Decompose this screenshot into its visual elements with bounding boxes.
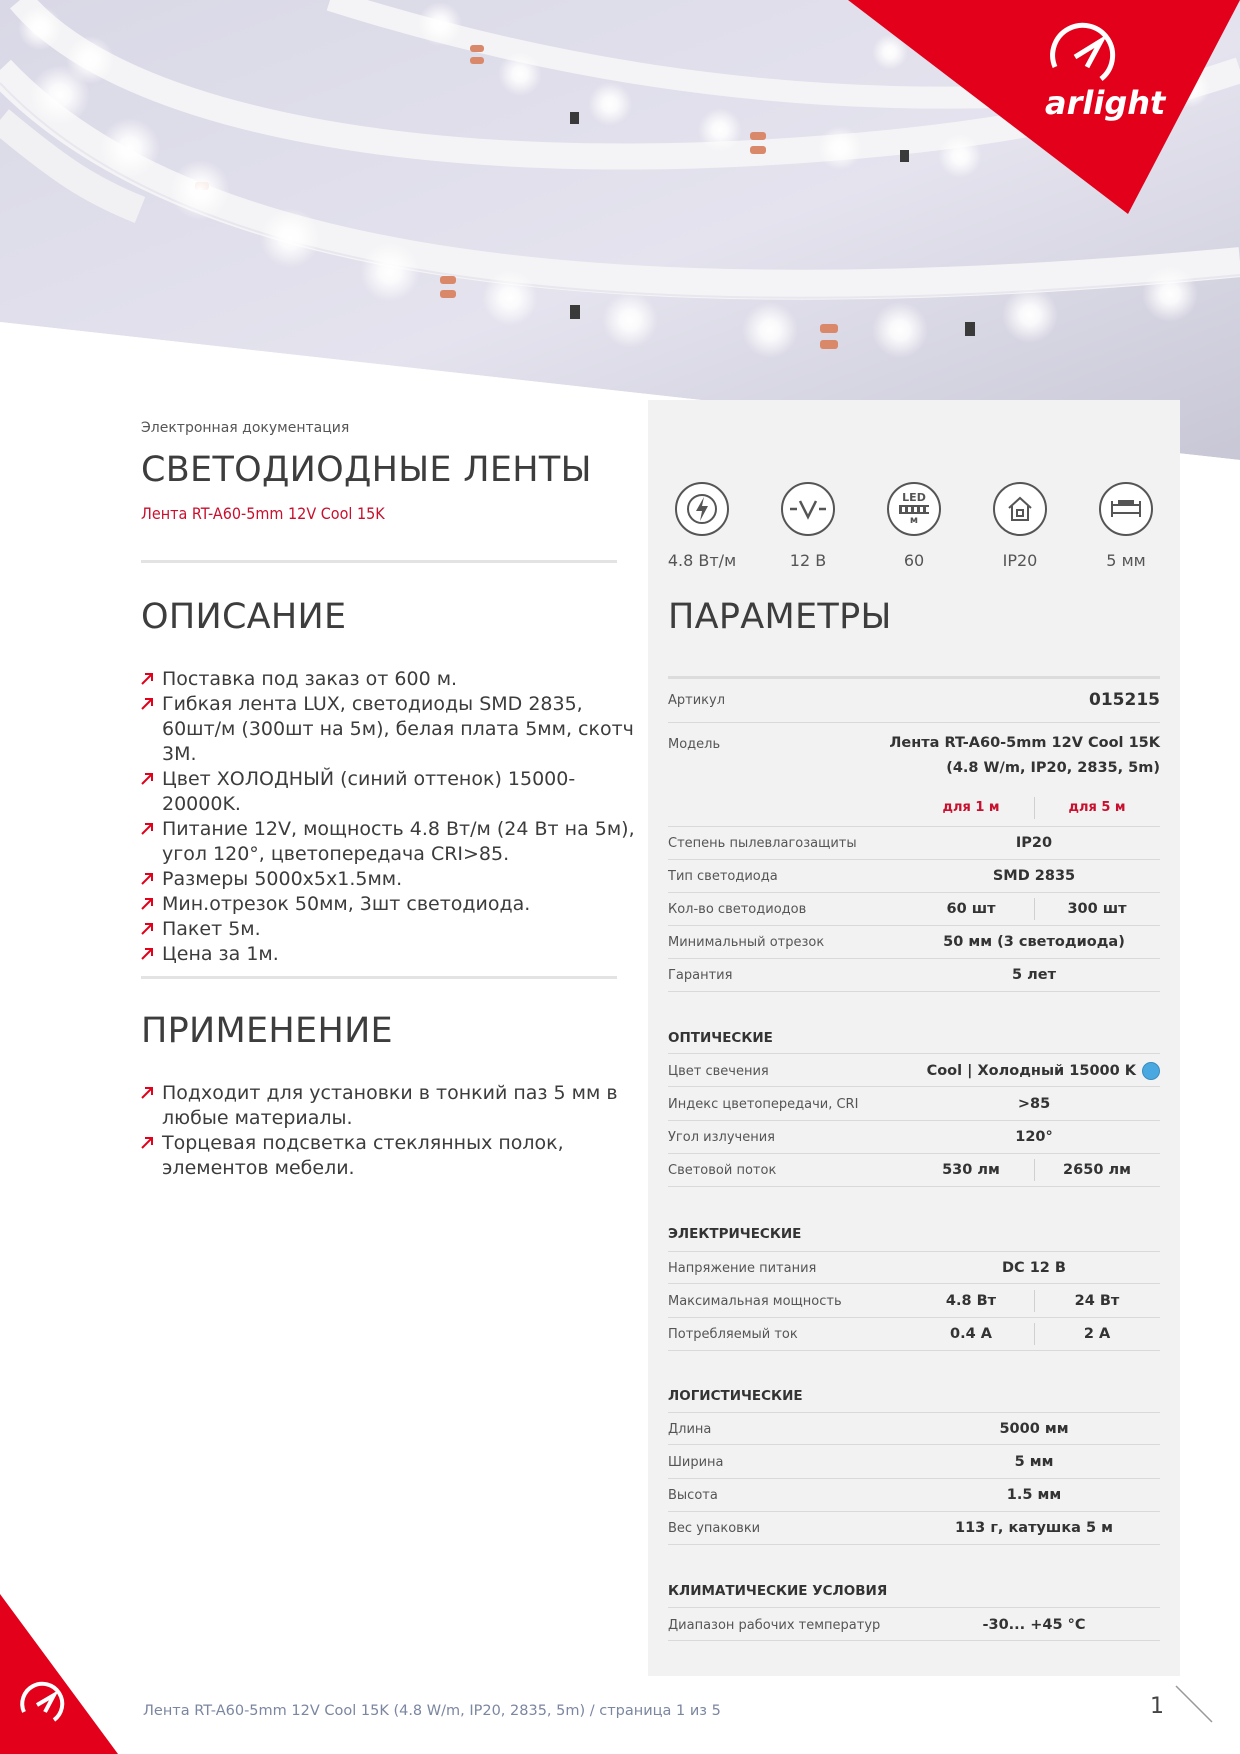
row-value: 5000 мм (999, 1421, 1069, 1437)
led-dots (899, 505, 929, 514)
table-row (668, 1154, 1160, 1187)
model-value-line2: (4.8 W/m, IP20, 2835, 5m) (946, 760, 1160, 776)
row-label: Степень пылевлагозащиты (668, 836, 857, 851)
brand-name: arlight (1045, 84, 1166, 122)
row-label: Угол излучения (668, 1130, 775, 1145)
list-item (141, 892, 641, 917)
article-value: 015215 (1089, 690, 1160, 710)
arrow-bullet-icon (141, 1137, 153, 1149)
application-title: ПРИМЕНЕНИЕ (141, 1011, 393, 1051)
power-icon (675, 482, 729, 536)
param-ip (970, 482, 1070, 570)
row-value: >85 (1017, 1096, 1051, 1112)
row-label: Диапазон рабочих температур (668, 1618, 881, 1633)
row-label: Индекс цветопередачи, CRI (668, 1097, 859, 1112)
arrow-bullet-icon (141, 1087, 153, 1099)
description-title: ОПИСАНИЕ (141, 597, 347, 637)
voltage-icon (781, 482, 835, 536)
table-row (668, 1607, 1160, 1641)
param-voltage (758, 482, 858, 570)
table-row (668, 926, 1160, 959)
row-value: -30... +45 °C (982, 1617, 1086, 1633)
table-row (668, 1412, 1160, 1445)
table-row (668, 1318, 1160, 1351)
row-value: 5 лет (1012, 967, 1056, 983)
table-row (668, 893, 1160, 926)
table-row (668, 1251, 1160, 1284)
list-item (141, 817, 641, 867)
list-item (141, 1081, 641, 1131)
list-item-text: Размеры 5000x5x1.5мм. (162, 868, 403, 890)
param-led-count (864, 482, 964, 570)
row-value: IP20 (1015, 835, 1053, 851)
footer-logo-corner (0, 1594, 130, 1754)
row-label: Световой поток (668, 1163, 777, 1178)
divider (141, 560, 617, 563)
row-value: 120° (1015, 1129, 1053, 1145)
row-label: Артикул (668, 693, 726, 708)
model-value-line1: Лента RT-A60-5mm 12V Cool 15K (889, 735, 1160, 751)
arrow-bullet-icon (141, 873, 153, 885)
row-value-1m: 530 лм (942, 1162, 1000, 1178)
row-value-5m: 24 Вт (1074, 1293, 1120, 1309)
table-row (668, 1446, 1160, 1479)
brand-logo[interactable] (848, 0, 1240, 214)
table-row (668, 1285, 1160, 1318)
row-value-1m: 0.4 А (950, 1326, 992, 1342)
row-label: Вес упаковки (668, 1521, 761, 1536)
row-value: 5 мм (1014, 1454, 1054, 1470)
list-item (141, 917, 641, 942)
param-label: 12 В (789, 551, 827, 570)
color-swatch (1142, 1062, 1160, 1080)
param-label: 5 мм (1106, 551, 1146, 570)
row-value: DC 12 В (1001, 1260, 1066, 1276)
led-per-meter-icon (887, 482, 941, 536)
row-value: 113 г, катушка 5 м (955, 1520, 1113, 1536)
list-item-text: Поставка под заказ от 600 м. (162, 668, 458, 690)
row-value: 50 мм (3 светодиода) (943, 934, 1125, 950)
row-label: Потребляемый ток (668, 1327, 798, 1342)
list-item (141, 867, 641, 892)
row-label: Максимальная мощность (668, 1294, 842, 1309)
arrow-bullet-icon (141, 923, 153, 935)
divider (141, 976, 617, 979)
row-value-5m: 300 шт (1067, 901, 1127, 917)
row-value: 1.5 мм (1006, 1487, 1062, 1503)
list-item-text: Гибкая лента LUX, светодиоды SMD 2835, 60шт/м (300шт на 5м), белая плата 5мм, скотч 3М. (162, 693, 634, 765)
row-label: Гарантия (668, 968, 733, 983)
list-item (141, 1131, 641, 1181)
arrow-bullet-icon (141, 898, 153, 910)
table-row-model (668, 723, 1160, 789)
table-row (668, 827, 1160, 860)
param-width (1076, 482, 1176, 570)
group-title-logistic: ЛОГИСТИЧЕСКИЕ (668, 1388, 803, 1404)
table-row (668, 1512, 1160, 1545)
arrow-bullet-icon (141, 948, 153, 960)
col-header-5m: для 5 м (1068, 800, 1126, 815)
row-value: Cool | Холодный 15000 K (926, 1063, 1136, 1079)
row-label: Высота (668, 1488, 718, 1503)
row-value-5m: 2650 лм (1063, 1162, 1131, 1178)
group-title-electrical: ЭЛЕКТРИЧЕСКИЕ (668, 1226, 802, 1242)
param-label: IP20 (1002, 551, 1038, 570)
parameters-title: ПАРАМЕТРЫ (668, 597, 892, 637)
page-corner-line (1174, 1684, 1214, 1724)
list-item-text: Питание 12V, мощность 4.8 Вт/м (24 Вт на 5м), угол 120°, цветопередача CRI>85. (162, 818, 635, 865)
row-label: Ширина (668, 1455, 724, 1470)
param-label: 60 (903, 551, 925, 570)
arrow-bullet-icon (141, 673, 153, 685)
group-title-optical: ОПТИЧЕСКИЕ (668, 1030, 773, 1046)
arlight-arrow-logo (848, 0, 1240, 214)
row-label: Тип светодиода (668, 869, 778, 884)
ip-house-icon (993, 482, 1047, 536)
arrow-bullet-icon (141, 698, 153, 710)
row-value: SMD 2835 (992, 868, 1076, 884)
table-row (668, 1479, 1160, 1512)
row-value-1m: 4.8 Вт (945, 1293, 997, 1309)
row-label: Минимальный отрезок (668, 935, 825, 950)
table-row (668, 860, 1160, 893)
page-number: 1 (1150, 1694, 1164, 1719)
list-item (141, 767, 641, 817)
arrow-bullet-icon (141, 773, 153, 785)
col-header-1m: для 1 м (942, 800, 1000, 815)
footer-text: Лента RT-A60-5mm 12V Cool 15K (4.8 W/m, IP20, 2835, 5m) / страница 1 из 5 (143, 1703, 721, 1719)
list-item-text: Мин.отрезок 50мм, 3шт светодиода. (162, 893, 531, 915)
row-label: Напряжение питания (668, 1261, 817, 1276)
list-item (141, 692, 641, 767)
list-item-text: Подходит для установки в тонкий паз 5 мм в любые материалы. (162, 1082, 618, 1129)
list-item-text: Цвет ХОЛОДНЫЙ (синий оттенок) 15000-20000K. (162, 768, 576, 815)
table-row (668, 1121, 1160, 1154)
arrow-bullet-icon (141, 823, 153, 835)
row-value-5m: 2 А (1083, 1326, 1111, 1342)
table-row-column-headers (668, 789, 1160, 827)
description-list (141, 667, 641, 967)
param-power (652, 482, 752, 570)
table-row (668, 959, 1160, 992)
table-row-article (668, 679, 1160, 723)
param-label: 4.8 Вт/м (667, 551, 737, 570)
row-label: Цвет свечения (668, 1064, 769, 1079)
list-item (141, 942, 641, 967)
list-item-text: Пакет 5м. (162, 918, 261, 940)
doc-kind-label: Электронная документация (141, 420, 350, 436)
table-row (668, 1053, 1160, 1087)
application-list (141, 1081, 641, 1181)
list-item-text: Торцевая подсветка стеклянных полок, элементов мебели. (162, 1132, 564, 1179)
meter-glyph-text: м (909, 515, 919, 526)
table-row (668, 1088, 1160, 1121)
led-glyph-text: LED (902, 491, 926, 504)
product-subtitle: Лента RT-A60-5mm 12V Cool 15K (141, 504, 385, 523)
list-item (141, 667, 641, 692)
row-value-1m: 60 шт (946, 901, 996, 917)
row-label: Модель (668, 737, 721, 752)
page-title: СВЕТОДИОДНЫЕ ЛЕНТЫ (141, 450, 592, 490)
group-title-climate: КЛИМАТИЧЕСКИЕ УСЛОВИЯ (668, 1583, 888, 1599)
width-icon (1099, 482, 1153, 536)
list-item-text: Цена за 1м. (162, 943, 279, 965)
row-label: Длина (668, 1422, 712, 1437)
row-label: Кол-во светодиодов (668, 902, 807, 917)
